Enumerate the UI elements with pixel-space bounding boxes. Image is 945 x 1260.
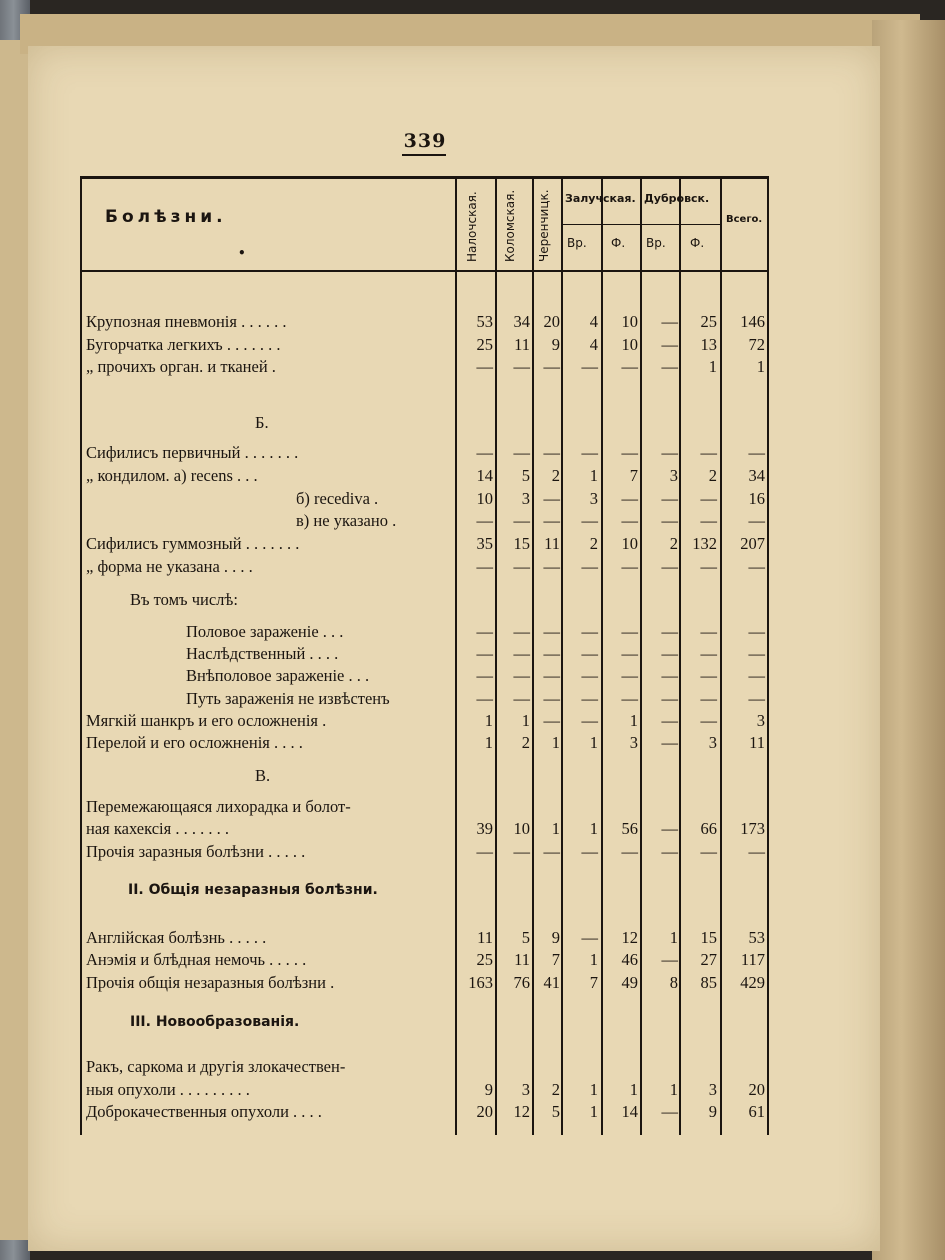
section-letter: Б. — [255, 413, 269, 432]
table-cell: 11 — [749, 733, 765, 752]
table-cell: 12 — [513, 1102, 530, 1121]
row-label: „ прочихъ орган. и тканей . — [86, 357, 276, 376]
page-number: 339 — [403, 130, 447, 152]
table-cell: — — [476, 842, 493, 861]
table-cell: — — [581, 644, 598, 663]
row-label: Прочія заразныя болѣзни . . . . . — [86, 842, 306, 861]
table-cell: — — [661, 733, 678, 752]
table-cell: 5 — [551, 1102, 560, 1121]
table-cell: 56 — [621, 819, 638, 838]
table-cell: — — [513, 443, 530, 462]
header-group-0: Залучская. — [565, 192, 636, 205]
table-cell: 11 — [514, 335, 530, 354]
table-cell: — — [476, 443, 493, 462]
table-cell: — — [513, 357, 530, 376]
table-cell: 5 — [521, 928, 530, 947]
part-heading: II. Общія незаразныя болѣзни. — [128, 882, 378, 898]
table-cell: — — [748, 644, 765, 663]
table-cell: 1 — [589, 950, 598, 969]
table-cell: 41 — [543, 973, 560, 992]
table-cell: — — [661, 644, 678, 663]
table-cell: — — [513, 666, 530, 685]
row-label: „ форма не указана . . . . — [86, 557, 253, 576]
table-cell: — — [543, 357, 560, 376]
column-rule — [495, 176, 497, 1135]
table-cell: 39 — [476, 819, 493, 838]
table-top-rule — [80, 176, 768, 179]
table-cell: 163 — [468, 973, 493, 992]
row-label: Наслѣдственный . . . . — [186, 644, 339, 663]
table-cell: 429 — [740, 973, 765, 992]
table-cell: 35 — [476, 534, 493, 553]
table-cell: — — [700, 622, 717, 641]
table-cell: 173 — [740, 819, 765, 838]
table-cell: 5 — [521, 466, 530, 485]
table-cell: — — [621, 443, 638, 462]
table-cell: 132 — [692, 534, 717, 553]
table-cell: 25 — [476, 950, 493, 969]
row-label: Прочія общія незаразныя болѣзни . — [86, 973, 335, 992]
table-cell: — — [661, 666, 678, 685]
table-cell: 34 — [748, 466, 765, 485]
table-cell: — — [661, 842, 678, 861]
row-label: Бугорчатка легкихъ . . . . . . . — [86, 335, 281, 354]
table-cell: 1 — [521, 711, 530, 730]
table-cell: 1 — [551, 819, 560, 838]
section-letter: В. — [255, 766, 271, 785]
table-cell: — — [748, 689, 765, 708]
table-cell: 13 — [700, 335, 717, 354]
table-cell: — — [513, 557, 530, 576]
column-rule — [455, 176, 457, 1135]
table-cell: 1 — [484, 711, 493, 730]
table-cell: 1 — [589, 1080, 598, 1099]
table-cell: — — [581, 622, 598, 641]
column-rule — [720, 176, 722, 1135]
table-cell: — — [700, 644, 717, 663]
table-cell: 34 — [513, 312, 530, 331]
table-cell: 7 — [589, 973, 598, 992]
header-sub-1-1: Ф. — [690, 236, 705, 250]
table-cell: — — [581, 443, 598, 462]
table-cell: 49 — [621, 973, 638, 992]
table-cell: 9 — [708, 1102, 717, 1121]
table-cell: — — [513, 644, 530, 663]
table-cell: — — [543, 489, 560, 508]
table-cell: — — [581, 689, 598, 708]
table-cell: 85 — [700, 973, 717, 992]
header-sub-1-0: Вр. — [646, 236, 666, 250]
table-cell: — — [700, 666, 717, 685]
table-cell: 20 — [476, 1102, 493, 1121]
row-label: Мягкій шанкръ и его осложненія . — [86, 711, 327, 730]
table-cell: — — [621, 842, 638, 861]
row-label: ная кахексія . . . . . . . — [86, 819, 229, 838]
table-cell: — — [661, 357, 678, 376]
table-cell: — — [513, 689, 530, 708]
table-cell: 7 — [551, 950, 560, 969]
table-cell: 3 — [589, 489, 598, 508]
table-cell: — — [661, 622, 678, 641]
table-cell: — — [513, 511, 530, 530]
table-cell: — — [543, 644, 560, 663]
table-cell: — — [621, 644, 638, 663]
group-rule — [640, 224, 720, 225]
table-cell: 10 — [621, 312, 638, 331]
table-cell: 3 — [521, 1080, 530, 1099]
header-column-1: Коломская. — [503, 189, 517, 262]
header-bottom-rule — [80, 270, 768, 272]
table-cell: — — [621, 511, 638, 530]
table-cell: 1 — [551, 733, 560, 752]
table-cell: 46 — [621, 950, 638, 969]
row-label: Внѣполовое зараженіе . . . — [186, 666, 370, 685]
table-cell: 1 — [708, 357, 717, 376]
row-label: Путь зараженія не извѣстенъ — [186, 689, 390, 708]
table-cell: — — [661, 819, 678, 838]
table-cell: 53 — [748, 928, 765, 947]
header-total: Всего. — [726, 214, 763, 225]
table-cell: 2 — [589, 534, 598, 553]
header-sub-0-0: Вр. — [567, 236, 587, 250]
table-cell: — — [581, 511, 598, 530]
table-cell: 1 — [589, 1102, 598, 1121]
table-cell: — — [661, 511, 678, 530]
table-cell: — — [700, 711, 717, 730]
row-label: „ кондилом. а) recens . . . — [86, 466, 258, 485]
table-cell: 20 — [543, 312, 560, 331]
table-cell: 3 — [521, 489, 530, 508]
table-cell: 9 — [551, 335, 560, 354]
table-cell: — — [748, 842, 765, 861]
table-cell: — — [543, 443, 560, 462]
table-cell: 3 — [669, 466, 678, 485]
row-label: Перелой и его осложненія . . . . — [86, 733, 303, 752]
row-label: Крупозная пневмонія . . . . . . — [86, 312, 287, 331]
table-cell: — — [661, 312, 678, 331]
table-cell: 11 — [514, 950, 530, 969]
table-cell: — — [661, 335, 678, 354]
table-cell: 10 — [621, 335, 638, 354]
table-cell: 14 — [476, 466, 493, 485]
table-cell: — — [661, 489, 678, 508]
table-cell: — — [621, 689, 638, 708]
table-cell: — — [543, 622, 560, 641]
table-cell: — — [581, 928, 598, 947]
table-cell: 117 — [740, 950, 765, 969]
column-rule — [601, 176, 603, 1135]
row-label: Перемежающаяся лихорадка и болот- — [86, 797, 351, 816]
row-label: в) не указано . — [296, 511, 397, 530]
row-label: Сифилисъ первичный . . . . . . . — [86, 443, 299, 462]
table-cell: — — [581, 711, 598, 730]
table-cell: 72 — [748, 335, 765, 354]
table-cell: — — [581, 842, 598, 861]
table-cell: 14 — [621, 1102, 638, 1121]
row-label: Анэмія и блѣдная немочь . . . . . — [86, 950, 307, 969]
table-cell: 7 — [629, 466, 638, 485]
table-cell: — — [700, 489, 717, 508]
table-cell: 27 — [700, 950, 717, 969]
table-cell: — — [581, 557, 598, 576]
table-cell: — — [621, 357, 638, 376]
table-cell: 1 — [629, 711, 638, 730]
table-cell: — — [476, 666, 493, 685]
table-cell: — — [543, 511, 560, 530]
table-cell: — — [661, 711, 678, 730]
table-cell: — — [513, 622, 530, 641]
table-cell: 12 — [621, 928, 638, 947]
table-cell: — — [543, 711, 560, 730]
row-label: Сифилисъ гуммозный . . . . . . . — [86, 534, 300, 553]
table-cell: — — [581, 357, 598, 376]
table-cell: 16 — [748, 489, 765, 508]
table-cell: — — [476, 644, 493, 663]
table-cell: 10 — [621, 534, 638, 553]
table-cell: — — [621, 557, 638, 576]
table-cell: 3 — [708, 733, 717, 752]
table-cell: 1 — [589, 733, 598, 752]
table-cell: 3 — [629, 733, 638, 752]
table-cell: 11 — [544, 534, 560, 553]
table-cell: 4 — [589, 312, 598, 331]
header-column-2: Черенчицк. — [537, 189, 551, 262]
header-sub-0-1: Ф. — [611, 236, 626, 250]
table-cell: — — [543, 842, 560, 861]
table-cell: 11 — [477, 928, 493, 947]
part-heading: III. Новообразованія. — [130, 1014, 300, 1030]
table-cell: 25 — [476, 335, 493, 354]
table-cell: 2 — [669, 534, 678, 553]
table-cell: — — [621, 489, 638, 508]
table-cell: — — [748, 666, 765, 685]
table-cell: 10 — [476, 489, 493, 508]
table-cell: — — [476, 357, 493, 376]
page-number-underline — [402, 154, 446, 156]
table-cell: 1 — [484, 733, 493, 752]
table-cell: — — [748, 443, 765, 462]
table-cell: — — [700, 443, 717, 462]
subsection-heading: Въ томъ числѣ: — [130, 590, 238, 609]
table-cell: — — [661, 689, 678, 708]
table-cell: 9 — [551, 928, 560, 947]
header-group-1: Дубровск. — [644, 192, 710, 205]
table-cell: 10 — [513, 819, 530, 838]
table-cell: 25 — [700, 312, 717, 331]
table-cell: — — [581, 666, 598, 685]
table-cell: — — [543, 557, 560, 576]
table-cell: — — [543, 666, 560, 685]
row-label: Англійская болѣзнь . . . . . — [86, 928, 267, 947]
table-cell: 76 — [513, 973, 530, 992]
table-cell: 1 — [589, 819, 598, 838]
previous-page-edge — [0, 40, 28, 1240]
table-cell: 3 — [708, 1080, 717, 1099]
table-cell: 4 — [589, 335, 598, 354]
column-rule — [532, 176, 534, 1135]
table-cell: 1 — [669, 928, 678, 947]
table-cell: — — [621, 666, 638, 685]
table-cell: 146 — [740, 312, 765, 331]
table-cell: 2 — [521, 733, 530, 752]
table-cell: — — [661, 557, 678, 576]
row-label: Доброкачественныя опухоли . . . . — [86, 1102, 322, 1121]
table-cell: 1 — [589, 466, 598, 485]
table-cell: — — [700, 842, 717, 861]
group-rule — [561, 224, 640, 225]
column-rule — [640, 176, 642, 1135]
table-cell: 3 — [756, 711, 765, 730]
page-stack-right — [872, 20, 945, 1260]
table-cell: — — [476, 689, 493, 708]
table-cell: — — [748, 557, 765, 576]
table-cell: 1 — [669, 1080, 678, 1099]
table-cell: 9 — [484, 1080, 493, 1099]
table-cell: — — [661, 1102, 678, 1121]
table-cell: 66 — [700, 819, 717, 838]
table-cell: — — [748, 622, 765, 641]
header-column-0: Налочская. — [465, 191, 479, 262]
table-cell: 2 — [551, 466, 560, 485]
column-rule — [679, 176, 681, 1135]
table-cell: 1 — [629, 1080, 638, 1099]
table-cell: — — [700, 557, 717, 576]
column-rule — [767, 176, 769, 1135]
table-cell: 20 — [748, 1080, 765, 1099]
table-cell: — — [476, 511, 493, 530]
table-cell: 2 — [708, 466, 717, 485]
column-rule — [80, 176, 82, 1135]
table-cell: — — [621, 622, 638, 641]
table-cell: — — [700, 689, 717, 708]
table-cell: 207 — [740, 534, 765, 553]
table-cell: — — [661, 443, 678, 462]
table-cell: 15 — [513, 534, 530, 553]
table-cell: — — [700, 511, 717, 530]
table-cell: 8 — [669, 973, 678, 992]
header-title: Болѣзни. — [105, 207, 227, 227]
table-cell: — — [661, 950, 678, 969]
table-cell: — — [513, 842, 530, 861]
header-dot: • — [238, 246, 246, 260]
table-cell: — — [476, 557, 493, 576]
table-cell: 1 — [756, 357, 765, 376]
table-cell: — — [543, 689, 560, 708]
row-label: б) recediva . — [296, 489, 379, 508]
row-label: Ракъ, саркома и другія злокачествен- — [86, 1057, 346, 1076]
column-rule — [561, 176, 563, 1135]
table-cell: 53 — [476, 312, 493, 331]
row-label: Половое зараженіе . . . — [186, 622, 344, 641]
table-cell: — — [748, 511, 765, 530]
table-cell: 2 — [551, 1080, 560, 1099]
row-label: ныя опухоли . . . . . . . . . — [86, 1080, 250, 1099]
table-cell: 15 — [700, 928, 717, 947]
table-cell: 61 — [748, 1102, 765, 1121]
table-cell: — — [476, 622, 493, 641]
